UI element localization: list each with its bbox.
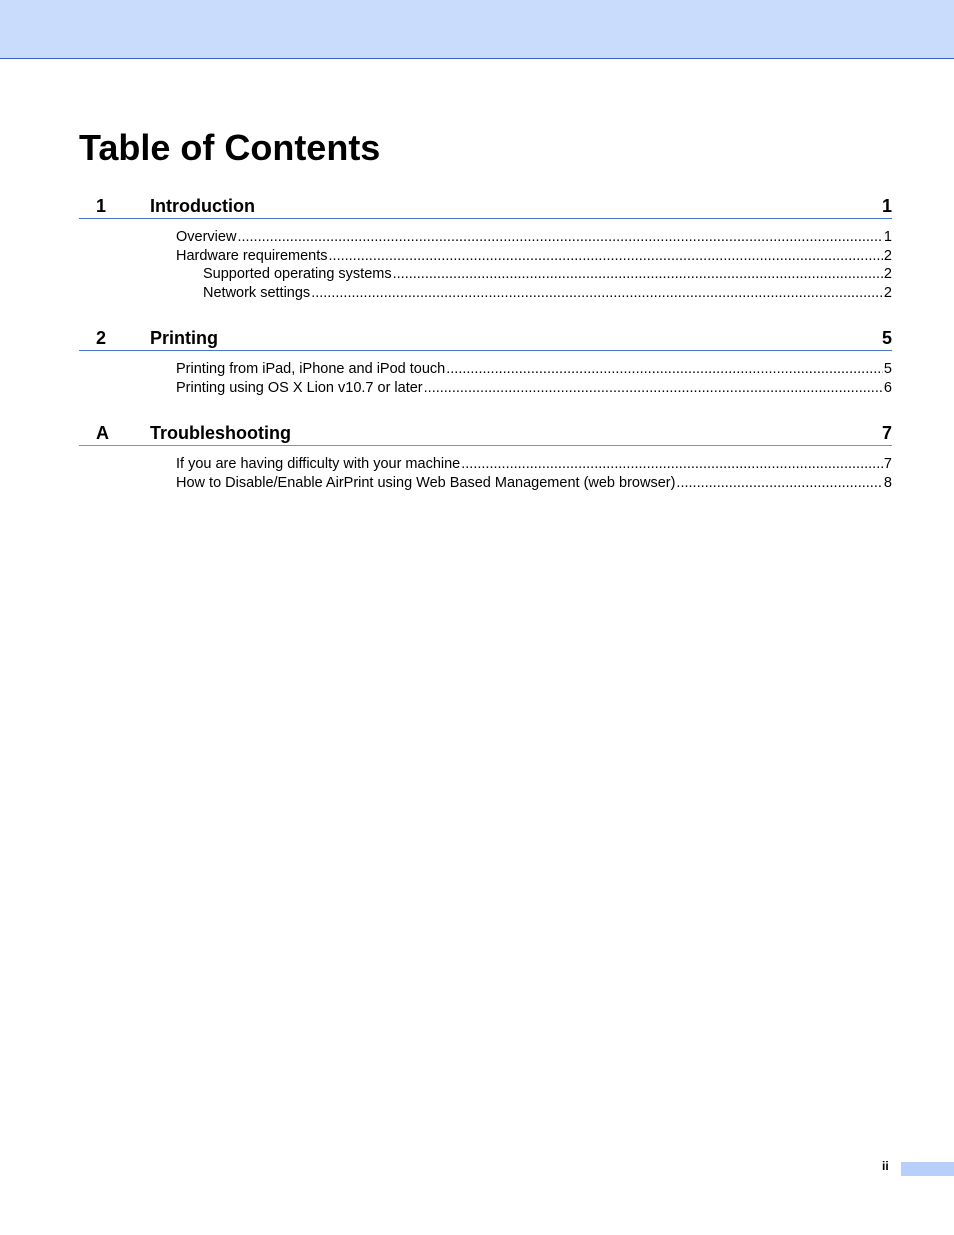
page-tab-marker (901, 1162, 954, 1176)
table-of-contents (79, 192, 892, 514)
toc-entry[interactable] (79, 474, 892, 493)
entry-title: Printing using OS X Lion v10.7 or later (176, 379, 423, 396)
chapter-introduction (79, 192, 892, 302)
entry-page: 1 (883, 229, 892, 245)
page-title: Table of Contents (79, 127, 381, 168)
entry-title: Overview (176, 229, 237, 245)
chapter-entries (79, 228, 892, 302)
entry-page: 7 (883, 456, 892, 472)
dot-leader (329, 247, 883, 266)
chapter-heading[interactable] (79, 419, 892, 446)
chapter-title: Printing (150, 328, 218, 348)
header-band (0, 0, 954, 59)
entry-title: If you are having difficulty with your machine (176, 456, 461, 472)
entry-page: 2 (883, 266, 892, 282)
entry-title: How to Disable/Enable AirPrint using Web Based Management (web browser) (176, 474, 676, 491)
dot-leader (393, 265, 883, 284)
chapter-number: 1 (96, 196, 107, 216)
entry-page: 2 (883, 247, 892, 264)
entry-page: 6 (883, 379, 892, 396)
dot-leader (446, 360, 883, 379)
dot-leader (237, 228, 882, 247)
dot-leader (676, 474, 883, 493)
chapter-number: 2 (96, 328, 107, 348)
entry-page: 5 (883, 361, 892, 377)
dot-leader (461, 455, 883, 474)
toc-subentry[interactable] (79, 265, 892, 284)
chapter-title: Introduction (150, 196, 255, 216)
entry-title: Printing from iPad, iPhone and iPod touch (176, 361, 446, 377)
chapter-entries (79, 360, 892, 397)
toc-entry[interactable] (79, 379, 892, 398)
chapter-number: A (96, 423, 109, 443)
chapter-printing (79, 324, 892, 397)
toc-entry[interactable] (79, 247, 892, 266)
toc-entry[interactable] (79, 455, 892, 474)
chapter-heading[interactable] (79, 192, 892, 219)
entry-title: Network settings (203, 284, 311, 301)
toc-entry[interactable] (79, 360, 892, 379)
chapter-title: Troubleshooting (150, 423, 291, 443)
entry-page: 8 (883, 474, 892, 491)
chapter-page: 1 (881, 196, 892, 216)
chapter-page: 5 (881, 328, 892, 348)
page-number: ii (882, 1159, 889, 1173)
chapter-page: 7 (881, 423, 892, 443)
chapter-heading[interactable] (79, 324, 892, 351)
entry-page: 2 (883, 284, 892, 301)
entry-title: Hardware requirements (176, 247, 328, 264)
dot-leader (311, 284, 883, 303)
dot-leader (424, 379, 883, 398)
toc-subentry[interactable] (79, 284, 892, 303)
chapter-entries (79, 455, 892, 492)
chapter-troubleshooting (79, 419, 892, 492)
toc-entry[interactable] (79, 228, 892, 247)
entry-title: Supported operating systems (203, 266, 392, 282)
